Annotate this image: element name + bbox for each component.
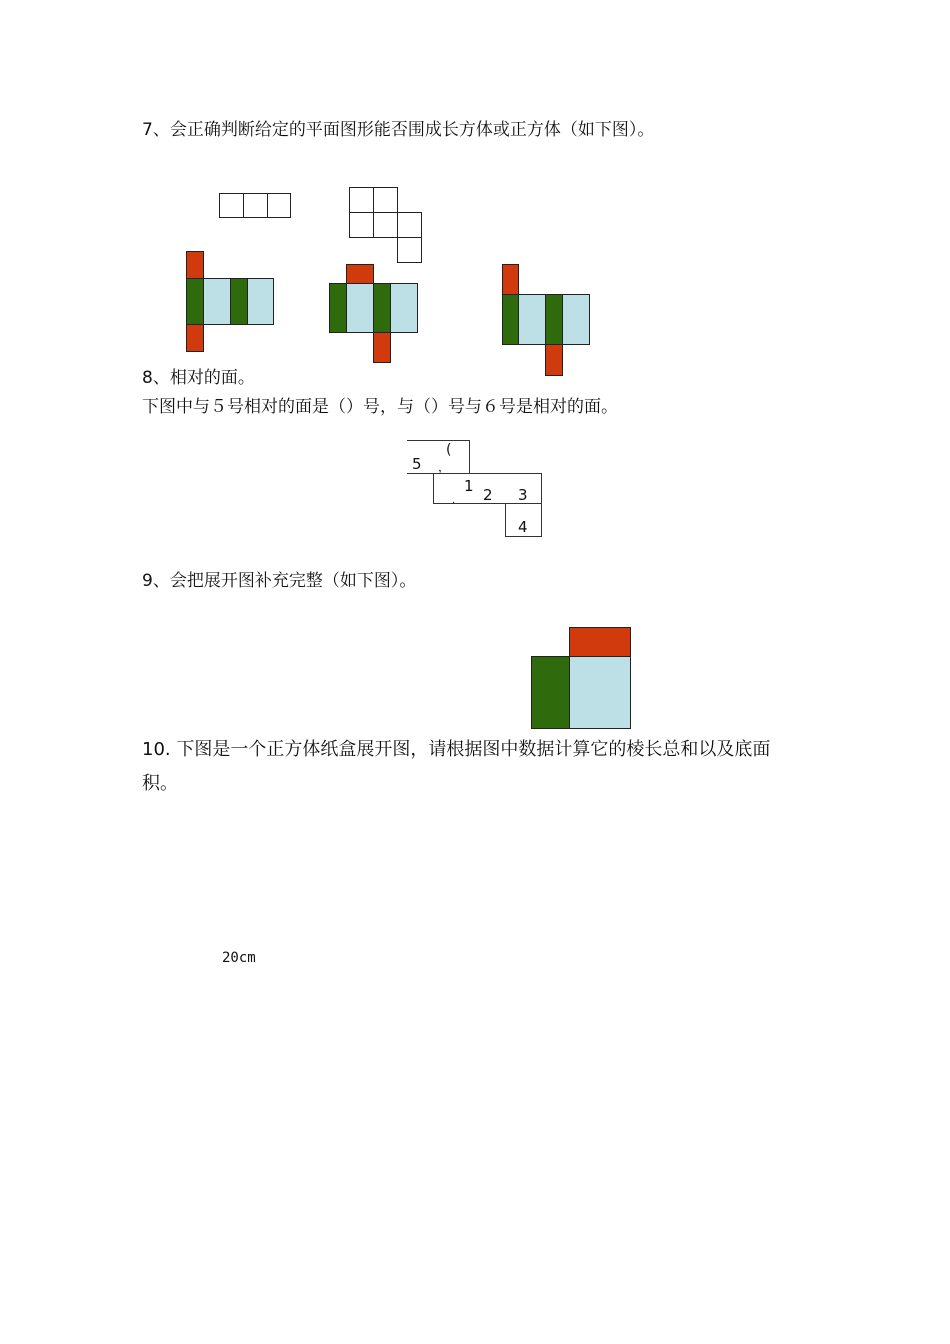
net-face-blue — [247, 278, 274, 325]
net-edge — [469, 440, 470, 474]
q9-text: 9、会把展开图补充完整（如下图）。 — [142, 571, 417, 591]
q10-text: 10. 下图是一个正方体纸盒展开图，请根据图中数据计算它的棱长总和以及底面积。 — [142, 739, 771, 794]
face-label-1: 1 — [464, 477, 474, 495]
net-cell — [267, 193, 291, 218]
net-cell — [349, 212, 374, 238]
net-cell — [397, 212, 422, 238]
net-cell — [373, 212, 398, 238]
net-face-blue — [203, 278, 231, 325]
face-label-5: 5 — [412, 455, 422, 473]
net-face-green — [545, 294, 563, 345]
net-cell — [219, 193, 244, 218]
face-label-4: 4 — [518, 518, 528, 536]
mark-paren: ( — [446, 442, 452, 458]
net-edge — [541, 473, 542, 537]
q7-text: 7、会正确判断给定的平面图形能否围成长方体或正方体（如下图）。 — [142, 120, 655, 140]
mark-dot: . — [452, 495, 456, 506]
net-edge — [505, 536, 542, 537]
net-edge — [505, 503, 506, 537]
q8-title: 8、相对的面。 — [142, 368, 255, 388]
net-face-green — [502, 294, 519, 345]
face-label-2: 2 — [483, 486, 493, 504]
net-face-green — [531, 656, 570, 729]
net-edge — [407, 473, 542, 474]
net-face-red — [545, 344, 563, 376]
net-cell — [373, 187, 398, 213]
net-cell — [243, 193, 268, 218]
q8-question: 下图中与５号相对的面是（）号，与（）号与６号是相对的面。 — [142, 397, 618, 417]
net-face-blue — [518, 294, 546, 345]
net-face-blue — [569, 656, 631, 729]
net-face-red — [569, 627, 631, 657]
net-face-red — [373, 332, 391, 363]
net-edge — [433, 473, 434, 504]
net-face-red — [502, 264, 519, 295]
net-face-red — [186, 324, 204, 352]
net-face-blue — [346, 283, 374, 333]
net-cell — [349, 187, 374, 213]
mark-comma: ， — [438, 460, 451, 474]
net-cell — [397, 237, 422, 263]
net-face-green — [186, 278, 204, 325]
net-face-green — [230, 278, 248, 325]
net-face-blue — [390, 283, 418, 333]
face-label-3: 3 — [518, 486, 528, 504]
net-face-red — [346, 264, 374, 284]
net-face-green — [329, 283, 347, 333]
dimension-label: 20cm — [222, 950, 256, 966]
net-face-green — [373, 283, 391, 333]
net-face-red — [186, 251, 204, 279]
net-face-blue — [562, 294, 590, 345]
net-edge — [407, 440, 470, 441]
